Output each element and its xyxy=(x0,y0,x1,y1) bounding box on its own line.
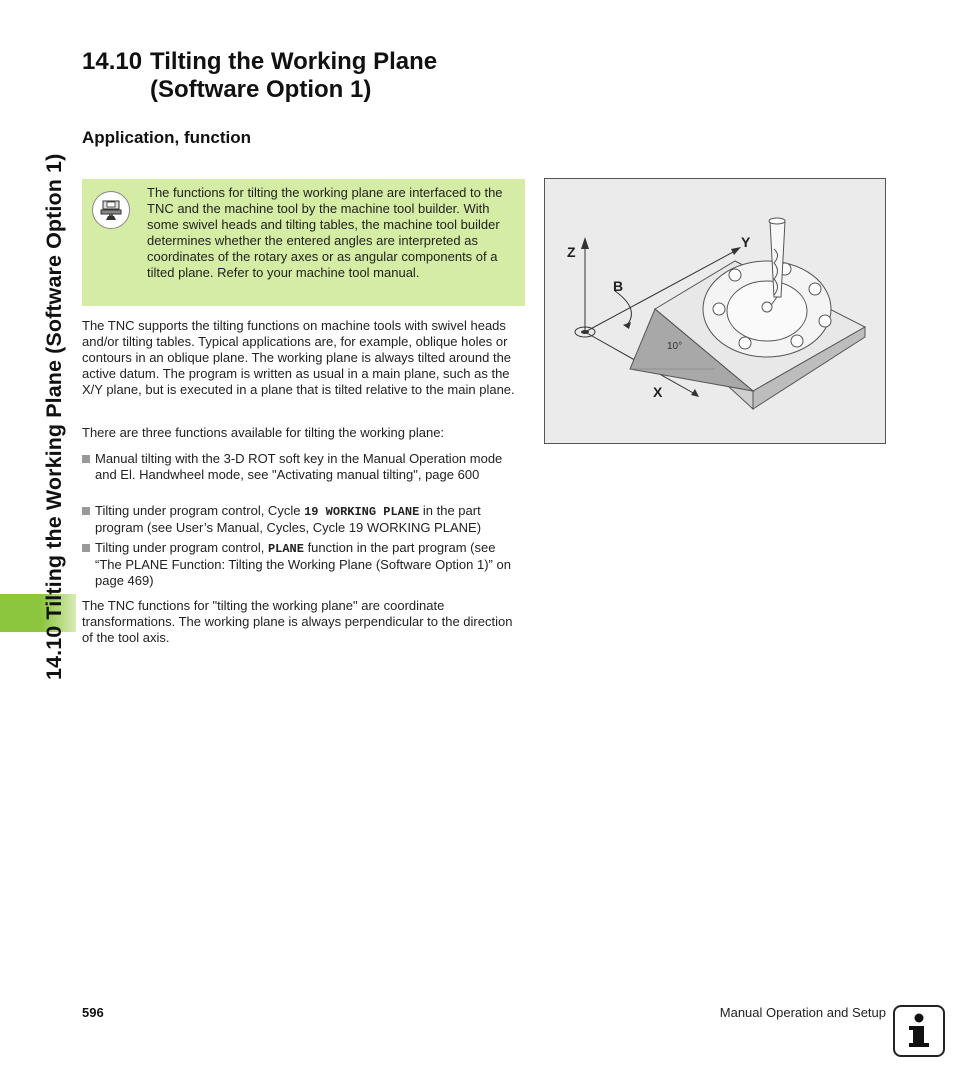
y-axis-label: Y xyxy=(741,234,751,250)
list-item xyxy=(82,503,525,536)
plane-code: PLANE xyxy=(267,542,304,556)
chapter-title-line2: (Software Option 1) xyxy=(150,76,372,103)
list-item-text-pre: Tilting under program control, Cycle xyxy=(95,503,305,518)
b-axis-label: B xyxy=(613,278,624,294)
list-item-text-pre: Tilting under program control, xyxy=(95,540,268,555)
chapter-side-tab xyxy=(0,0,76,1091)
table-hole xyxy=(713,303,725,315)
tool-tip-marker xyxy=(762,302,772,312)
table-hole xyxy=(809,283,821,295)
chapter-number: 14.10 xyxy=(82,48,143,75)
b-rotation-arrow xyxy=(623,322,631,329)
y-axis-arrow xyxy=(731,247,741,255)
list-item xyxy=(82,451,525,483)
bullet-marker xyxy=(82,544,90,552)
machine-builder-icon xyxy=(92,191,130,229)
z-axis-label: Z xyxy=(567,244,576,260)
bullet-marker xyxy=(82,507,90,515)
list-item xyxy=(82,540,525,589)
tool-top xyxy=(769,218,785,224)
list-item-text: Manual tilting with the 3-D ROT soft key in the Manual Operation mode and El. Handwheel mode, see "Activating manual tilting", page 600 xyxy=(95,451,503,482)
z-axis-arrow xyxy=(581,237,589,249)
figure-drawing xyxy=(545,179,885,443)
page-number: 596 xyxy=(82,1005,104,1020)
footer-title: Manual Operation and Setup xyxy=(719,1005,886,1020)
chapter-title-line1: Tilting the Working Plane xyxy=(150,48,438,75)
cycle-code: 19 WORKING PLANE xyxy=(304,505,420,519)
table-hole xyxy=(819,315,831,327)
table-hole xyxy=(791,335,803,347)
intro-paragraph: The TNC supports the tilting functions on machine tools with swivel heads and/or tilting tables. Typical applications are, for example, oblique holes or contours in an oblique plane. The working plane is always tilted around the active datum. The program is written as usual in a main plane, such as the X/Y plane, but is executed in a plane that is tilted relative to the main plane. xyxy=(82,318,515,397)
table-hole xyxy=(739,337,751,349)
closing-paragraph: The TNC functions for "tilting the working plane" are coordinate transformations. The working plane is always perpendicular to the direction of the tool axis. xyxy=(82,598,513,645)
angle-label: 10° xyxy=(667,341,683,352)
machine-builder-note xyxy=(82,179,525,306)
table-hole xyxy=(729,269,741,281)
list-item-text xyxy=(82,503,525,536)
functions-intro: There are three functions available for tilting the working plane: xyxy=(82,425,445,440)
note-text: The functions for tilting the working plane are interfaced to the TNC and the machine tool by the machine tool builder. With some swivel heads and tilting tables, the machine tool builder determines whether the entered angles are interpreted as coordinates of the rotary axes or as angular components of a tilted plane. Refer to your machine tool manual. xyxy=(147,185,503,280)
section-heading: Application, function xyxy=(82,128,252,147)
bullet-marker xyxy=(82,455,90,463)
datum-center xyxy=(581,330,589,334)
chapter-heading xyxy=(82,48,437,104)
x-axis-arrow xyxy=(691,389,699,397)
tilted-plane-figure xyxy=(544,178,886,444)
x-axis-label: X xyxy=(653,384,663,400)
list-item-text-post: function in the part program (see “The PLANE Function: Tilting the Working Plane (Software Option 1)” on page 469) xyxy=(95,540,511,588)
list-item-text-post: in the part program (see User’s Manual, Cycles, Cycle 19 WORKING PLANE) xyxy=(95,503,482,535)
side-tab-title: 14.10 Tilting the Working Plane (Software Option 1) xyxy=(42,153,66,680)
info-icon xyxy=(893,1005,945,1057)
list-item-text xyxy=(82,540,525,589)
